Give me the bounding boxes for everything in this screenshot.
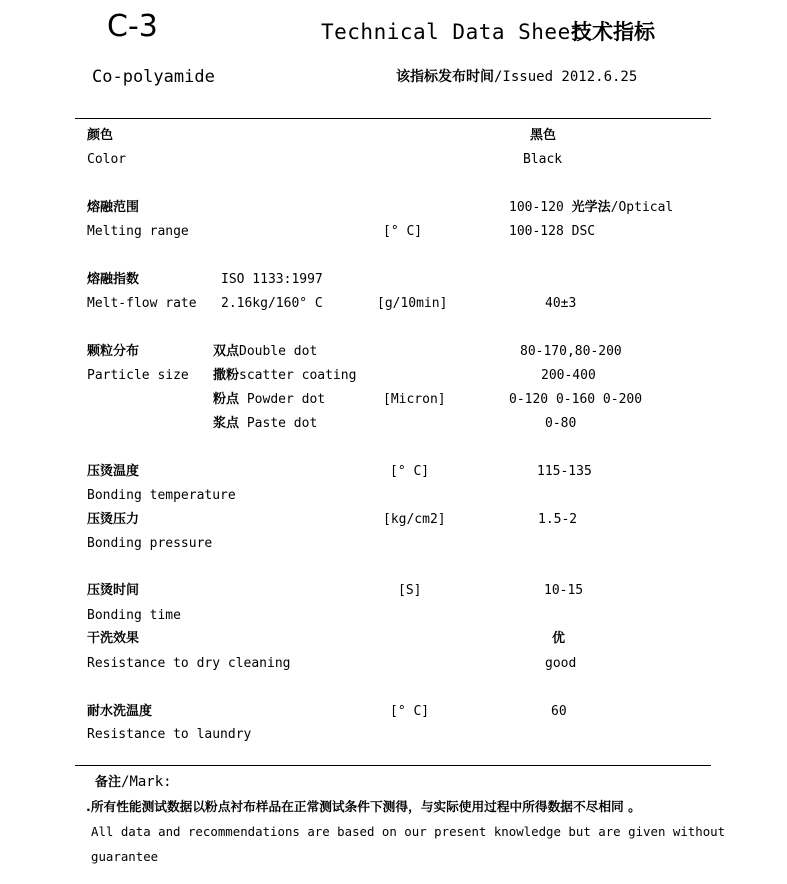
bottom-divider	[75, 765, 711, 766]
sheet-title-cn: 技术指标	[571, 20, 655, 44]
issued-label-cn: 该指标发布时间	[396, 69, 494, 85]
mfr-condition: 2.16kg/160° C	[221, 296, 323, 311]
particle-value-paste-dot: 0-80	[545, 416, 577, 431]
mfr-label-cn: 熔融指数	[87, 272, 140, 287]
melting-value-optical: 100-120 光学法/Optical	[509, 200, 674, 215]
sheet-title: Technical Data Sheet	[321, 20, 584, 44]
mfr-label: Melt-flow rate	[87, 296, 197, 311]
particle-value-double-dot: 80-170,80-200	[520, 344, 622, 359]
mfr-standard: ISO 1133:1997	[221, 272, 323, 287]
top-divider	[75, 118, 711, 119]
bonding-time-value: 10-15	[544, 583, 584, 598]
bonding-temp-label: Bonding temperature	[87, 488, 236, 503]
bonding-time-label: Bonding time	[87, 608, 181, 623]
particle-type-scatter: 撒粉scatter coating	[213, 368, 357, 383]
product-code: C-3	[107, 9, 158, 44]
remark-note-en-line1: All data and recommendations are based on our present knowledge but are given without	[91, 824, 726, 839]
dry-cleaning-label-cn: 干洗效果	[87, 631, 140, 646]
color-value-cn: 黑色	[530, 128, 557, 143]
particle-label: Particle size	[87, 368, 189, 383]
particle-label-cn: 颗粒分布	[87, 344, 140, 359]
bonding-pressure-label: Bonding pressure	[87, 536, 213, 551]
bonding-temp-value: 115-135	[537, 464, 592, 479]
color-value: Black	[523, 152, 563, 167]
melting-value-dsc: 100-128 DSC	[509, 224, 596, 239]
particle-value-scatter: 200-400	[541, 368, 596, 383]
laundry-label: Resistance to laundry	[87, 727, 252, 742]
product-name: Co-polyamide	[92, 67, 215, 87]
bonding-time-unit: [S]	[398, 583, 422, 598]
bonding-pressure-value: 1.5-2	[538, 512, 578, 527]
color-label: Color	[87, 152, 127, 167]
laundry-unit: [° C]	[390, 704, 430, 719]
laundry-label-cn: 耐水洗温度	[87, 704, 153, 719]
particle-type-double-dot: 双点Double dot	[213, 344, 318, 359]
laundry-value: 60	[551, 704, 567, 719]
particle-value-powder-dot: 0-120 0-160 0-200	[509, 392, 643, 407]
particle-unit: [Micron]	[383, 392, 446, 407]
bonding-temp-unit: [° C]	[390, 464, 430, 479]
particle-type-paste-dot: 浆点 Paste dot	[213, 416, 318, 431]
bonding-pressure-unit: [kg/cm2]	[383, 512, 446, 527]
mfr-value: 40±3	[545, 296, 577, 311]
melting-label: Melting range	[87, 224, 189, 239]
bonding-temp-label-cn: 压烫温度	[87, 464, 140, 479]
melting-label-cn: 熔融范围	[87, 200, 140, 215]
dry-cleaning-value: good	[545, 656, 577, 671]
melting-unit: [° C]	[383, 224, 423, 239]
remark-note-cn: .所有性能测试数据以粉点衬布样品在正常测试条件下测得，与实际使用过程中所得数据不尽相同 。	[86, 799, 641, 814]
mfr-unit: [g/10min]	[377, 296, 448, 311]
issued-date: /Issued 2012.6.25	[494, 69, 638, 85]
dry-cleaning-value-cn: 优	[552, 631, 566, 646]
bonding-time-label-cn: 压烫时间	[87, 583, 140, 598]
color-label-cn: 颜色	[87, 128, 114, 143]
bonding-pressure-label-cn: 压烫压力	[87, 512, 140, 527]
remark-note-en-line2: guarantee	[91, 849, 159, 864]
remark-title: 备注/Mark:	[95, 774, 172, 790]
dry-cleaning-label: Resistance to dry cleaning	[87, 656, 291, 671]
particle-type-powder-dot: 粉点 Powder dot	[213, 392, 326, 407]
